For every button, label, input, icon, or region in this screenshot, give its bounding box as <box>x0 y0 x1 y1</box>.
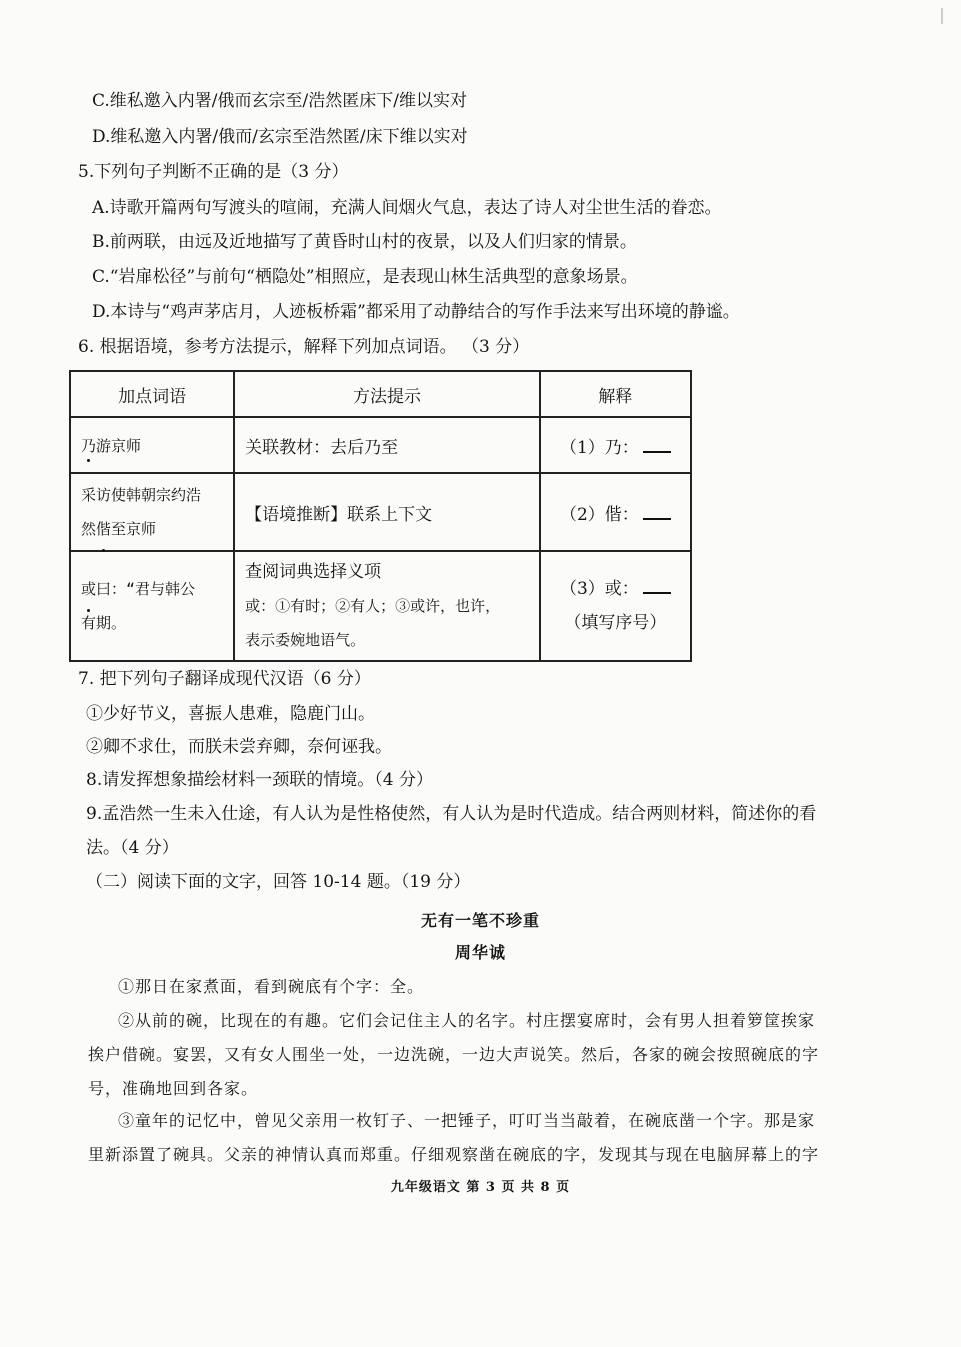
dotted-word: 偕 <box>96 512 111 546</box>
hint-cell: 【语境推断】联系上下文 <box>234 473 540 551</box>
passage-p2-line2: 挨户借碗。宴罢，又有女人围坐一处，一边洗碗，一边大声说笑。然后，各家的碗会按照碗底的字 <box>88 1045 820 1064</box>
q5-option-d: D.本诗与“鸡声茅店月，人迹板桥霜”都采用了动静结合的写作手法来写出环境的静谧。 <box>92 302 740 322</box>
q7-sentence-2: ②卿不求仕，而朕未尝弃卿，奈何诬我。 <box>86 737 392 757</box>
q6-stem: 6. 根据语境，参考方法提示，解释下列加点词语。 （3 分） <box>78 337 530 357</box>
header-answer: 解释 <box>540 371 691 417</box>
answer-cell: （2）偕： <box>540 473 691 551</box>
hint-cell: 关联教材：去后乃至 <box>234 417 540 473</box>
answer-blank[interactable] <box>643 435 671 453</box>
dotted-word: 乃 <box>81 436 97 455</box>
word-cell: 或曰：“君与韩公 有期。 <box>70 551 234 661</box>
passage-p3-line1: ③童年的记忆中，曾见父亲用一枚钉子、一把锤子，叮叮当当敲着，在碗底凿一个字。那是家 <box>118 1111 816 1130</box>
vocab-table <box>69 370 692 662</box>
q9-line-2: 法。（4 分） <box>86 838 179 858</box>
passage-author: 周华诚 <box>454 943 506 962</box>
table-row <box>70 417 691 473</box>
passage-p1: ①那日在家煮面，看到碗底有个字：全。 <box>118 977 425 996</box>
option-c: C.维私邀入内署/俄而玄宗至/浩然匿床下/维以实对 <box>92 91 467 111</box>
table-row <box>70 473 691 551</box>
q5-stem: 5.下列句子判断不正确的是（3 分） <box>78 162 349 182</box>
page-footer: 九年级语文 第 3 页 共 8 页 <box>390 1180 571 1195</box>
q9-line-1: 9.孟浩然一生未入仕途，有人认为是性格使然，有人认为是时代造成。结合两则材料，简述你的看 <box>86 804 817 824</box>
q7-stem: 7. 把下列句子翻译成现代汉语（6 分） <box>78 669 371 689</box>
word-cell: 采访使韩朝宗约浩 然偕至京师 <box>70 473 234 551</box>
q8-stem: 8.请发挥想象描绘材料一颈联的情境。（4 分） <box>86 770 433 790</box>
dotted-word: 或 <box>81 572 96 606</box>
table-header-row <box>70 371 691 417</box>
answer-blank[interactable] <box>643 502 671 520</box>
passage-title: 无有一笔不珍重 <box>420 911 540 930</box>
scan-mark <box>941 8 943 24</box>
q5-option-a: A.诗歌开篇两句写渡头的喧闹，充满人间烟火气息，表达了诗人对尘世生活的眷恋。 <box>92 198 722 218</box>
q5-option-c: C.“岩扉松径”与前句“栖隐处”相照应，是表现山林生活典型的意象场景。 <box>92 267 638 287</box>
q5-option-b: B.前两联，由远及近地描写了黄昏时山村的夜景，以及人们归家的情景。 <box>92 232 637 252</box>
section-2-stem: （二）阅读下面的文字，回答 10-14 题。（19 分） <box>86 872 471 892</box>
answer-cell: （1）乃： <box>540 417 691 473</box>
header-word: 加点词语 <box>70 371 234 417</box>
answer-blank[interactable] <box>643 576 671 594</box>
q7-sentence-1: ①少好节义，喜振人患难，隐鹿门山。 <box>86 704 375 724</box>
table-row <box>70 551 691 661</box>
passage-p3-line2: 里新添置了碗具。父亲的神情认真而郑重。仔细观察凿在碗底的字，发现其与现在电脑屏幕上的字 <box>88 1145 820 1164</box>
hint-cell: 查阅词典选择义项 或：①有时；②有人；③或许，也许， 表示委婉地语气。 <box>234 551 540 661</box>
header-hint: 方法提示 <box>234 371 540 417</box>
passage-p2-line1: ②从前的碗，比现在的有趣。它们会记住主人的名字。村庄摆宴席时，会有男人担着箩筐挨家 <box>118 1011 816 1030</box>
answer-cell: （3）或： （填写序号） <box>540 551 691 661</box>
word-cell: 乃游京师 <box>70 417 234 473</box>
passage-p2-line3: 号，准确地回到各家。 <box>88 1079 259 1098</box>
option-d: D.维私邀入内署/俄而/玄宗至浩然匿/床下维以实对 <box>92 127 468 147</box>
